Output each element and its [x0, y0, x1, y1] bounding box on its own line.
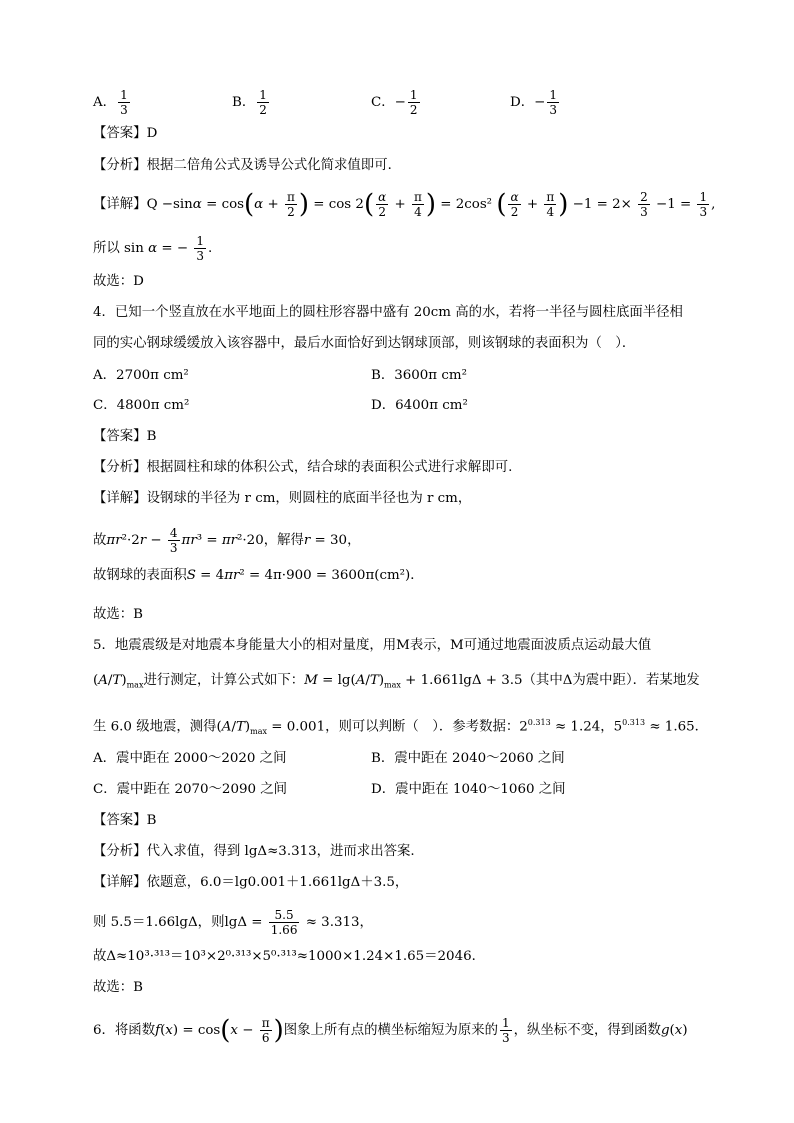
question-4-line-1: 4．已知一个竖直放在水平地面上的圆柱形容器中盛有 20cm 高的水，若将一半径与圆柱底面半径相: [93, 305, 683, 320]
detail-line-3: 故Δ≈10³·³¹³＝10³×2⁰·³¹³×5⁰·³¹³≈1000×1.24×1.65＝2046．: [93, 949, 486, 964]
option-b: B．震中距在 2040～2060 之间: [371, 751, 565, 766]
detail-line: 【详解】依题意，6.0＝lg0.001＋1.661lgΔ＋3.5，: [93, 875, 409, 890]
option-b: B．3600π cm²: [371, 368, 467, 383]
fraction: $\frac{1}{2}$: [409, 88, 418, 117]
answer-line: 【答案】D: [93, 126, 158, 141]
option-d: D．− $\frac{1}{3}$: [510, 88, 558, 117]
detail-line-2: 则 5.5＝1.66lgΔ，则lgΔ = $\frac{5.5}{1.66}$ ≈ 3.313，: [93, 908, 373, 937]
option-c: C．4800π cm²: [93, 398, 190, 413]
question-5-line-3: 生 6.0 级地震，测得$(A/T)_{max} = 0.001$，则可以判断（ ）．参考数据：$2^{0.313} \approx 1.24$，$5^{0.313} \approx 1.65$．: [93, 718, 709, 737]
option-c: C．− $\frac{1}{2}$: [371, 88, 418, 117]
detail-line-2: 故πr²·2r − $\frac{4}{3}$ πr³ = πr²·20，解得r = 30，: [93, 526, 361, 555]
detail-line: 【详解】Q −sinα = cos(α + $\frac{\pi}{2}$ ) = cos 2( $\frac{\alpha}{2}$ + $\frac{\pi}{4}$ ) = 2cos² ( $\frac{\alpha}{2}$ + $\frac{\pi}{4}$ ) −1 = 2× $\frac{2}{3}$ −1 = $\frac{1}{3}$ ,: [93, 189, 716, 220]
question-4-line-2: 同的实心钢球缓缓放入该容器中，最后水面恰好到达钢球顶部，则该钢球的表面积为（ ）．: [93, 336, 636, 351]
answer-line: 【答案】B: [93, 429, 157, 444]
option-d: D．震中距在 1040～1060 之间: [371, 782, 566, 797]
analysis-line: 【分析】根据圆柱和球的体积公式，结合球的表面积公式进行求解即可.: [93, 460, 513, 475]
question-6-line-1: 6．将函数f(x) = cos(x − $\frac{\pi}{6}$ )图象上所有点的横坐标缩短为原来的 $\frac{1}{3}$ ，纵坐标不变，得到函数g(x): [93, 1015, 688, 1046]
detail-line: 【详解】设钢球的半径为 r cm，则圆柱的底面半径也为 r cm，: [93, 491, 472, 506]
detail-line-3: 故钢球的表面积S = 4πr² = 4π·900 = 3600π(cm²)．: [93, 568, 424, 583]
choose-line: 故选：D: [93, 274, 144, 289]
detail-line-2: 所以 sin α = − $\frac{1}{3}$ .: [93, 234, 213, 263]
analysis-line: 【分析】根据二倍角公式及诱导公式化简求值即可．: [93, 158, 401, 173]
option-c: C．震中距在 2070～2090 之间: [93, 782, 288, 797]
fraction: $\frac{1}{3}$: [549, 88, 558, 117]
option-d: D．6400π cm²: [371, 398, 468, 413]
answer-line: 【答案】B: [93, 813, 157, 828]
option-b: B． $\frac{1}{2}$: [232, 88, 267, 117]
fraction: $\frac{1}{3}$: [120, 88, 128, 117]
choose-line: 故选：B: [93, 980, 144, 995]
analysis-line: 【分析】代入求值，得到 lgΔ≈3.313，进而求出答案.: [93, 844, 415, 859]
option-a: A． $\frac{1}{3}$: [93, 88, 128, 117]
question-5-line-1: 5．地震震级是对地震本身能量大小的相对量度，用M表示，M可通过地震面波质点运动最大值: [93, 638, 652, 653]
fraction: $\frac{1}{2}$: [259, 88, 267, 117]
option-a: A．2700π cm²: [93, 368, 189, 383]
choose-line: 故选：B: [93, 607, 144, 622]
question-5-line-2: $(A/T)_{max}$进行测定，计算公式如下：$M = \lg(A/T)_{max} + 1.661\lg\Delta + 3.5$（其中Δ为震中距）．若某地发: [93, 673, 700, 690]
option-a: A．震中距在 2000～2020 之间: [93, 751, 287, 766]
